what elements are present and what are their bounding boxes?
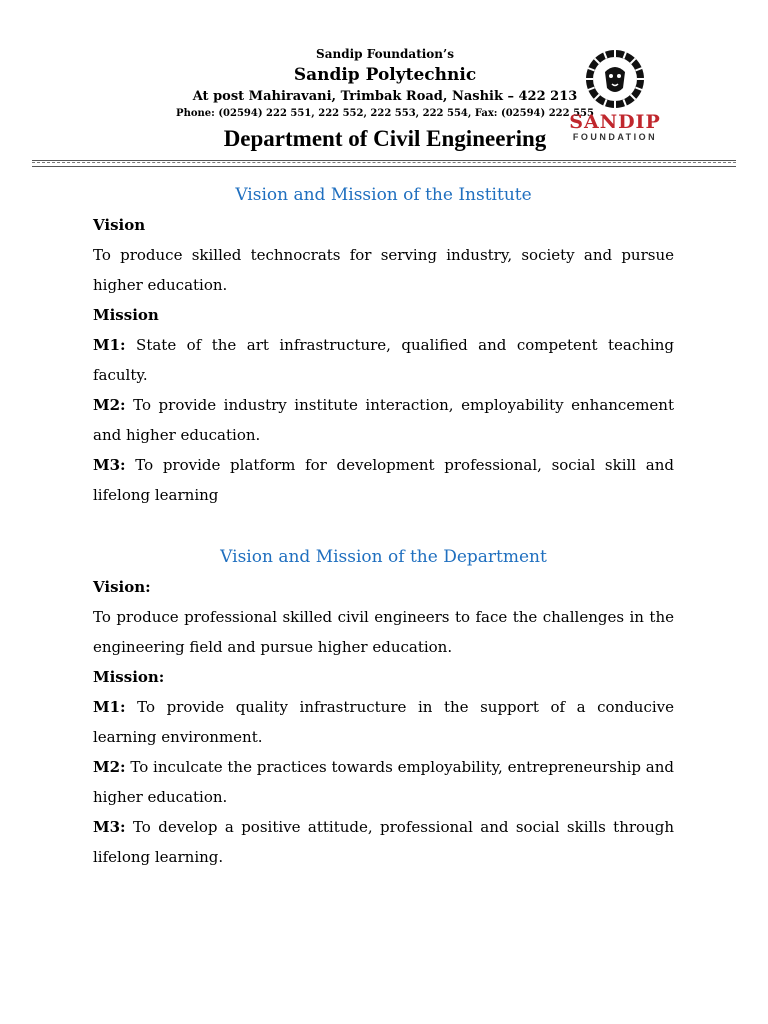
institute-address: At post Mahiravani, Trimbak Road, Nashik – 422 213 xyxy=(192,89,578,104)
institute-mission-item xyxy=(93,390,674,450)
department-title: Department of Civil Engineering xyxy=(223,126,547,151)
mission-text: To provide platform for development professional, social skill and lifelong learning xyxy=(93,456,674,504)
mission-code: M3: xyxy=(93,456,126,474)
contact-numbers: Phone: (02594) 222 551, 222 552, 222 553, 222 554, Fax: (02594) 222 555 xyxy=(176,108,594,119)
section-spacer xyxy=(93,510,674,542)
mission-text: To inculcate the practices towards employability, entrepreneurship and higher education. xyxy=(93,758,674,806)
document-body xyxy=(93,180,674,872)
mission-text: To develop a positive attitude, professional and social skills through lifelong learning. xyxy=(93,818,674,866)
sandip-foundation-logo xyxy=(560,48,670,148)
institute-name: Sandip Polytechnic xyxy=(293,65,477,85)
mission-code: M1: xyxy=(93,698,126,716)
mission-code: M1: xyxy=(93,336,126,354)
department-section xyxy=(93,542,674,872)
foundation-name: Sandip Foundation’s xyxy=(316,47,454,61)
institute-vision-label: Vision xyxy=(93,216,146,234)
mission-text: To provide quality infrastructure in the support of a conducive learning environment. xyxy=(93,698,674,746)
mission-text: To provide industry institute interaction, employability enhancement and higher education. xyxy=(93,396,674,444)
institute-vision-text: To produce skilled technocrats for serving industry, society and pursue higher education. xyxy=(93,246,674,294)
department-vision-text: To produce professional skilled civil engineers to face the challenges in the engineering field and pursue higher education. xyxy=(93,608,674,656)
mission-code: M2: xyxy=(93,396,126,414)
department-vision-label: Vision: xyxy=(93,578,151,596)
department-mission-item xyxy=(93,812,674,872)
lion-emblem-icon xyxy=(583,48,647,110)
logo-wordmark: SANDIP xyxy=(569,111,661,133)
mission-code: M2: xyxy=(93,758,126,776)
department-mission-label: Mission: xyxy=(93,668,165,686)
mission-text: State of the art infrastructure, qualified and competent teaching faculty. xyxy=(93,336,674,384)
department-mission-item xyxy=(93,752,674,812)
institute-section xyxy=(93,180,674,510)
header-divider xyxy=(32,160,736,167)
logo-subtitle: FOUNDATION xyxy=(572,132,658,142)
department-mission-item xyxy=(93,692,674,752)
letterhead xyxy=(0,0,768,170)
institute-mission-label: Mission xyxy=(93,306,159,324)
department-section-title: Vision and Mission of the Department xyxy=(220,547,547,567)
institute-mission-item xyxy=(93,450,674,510)
institute-mission-item xyxy=(93,330,674,390)
institute-section-title: Vision and Mission of the Institute xyxy=(235,185,532,205)
mission-code: M3: xyxy=(93,818,126,836)
